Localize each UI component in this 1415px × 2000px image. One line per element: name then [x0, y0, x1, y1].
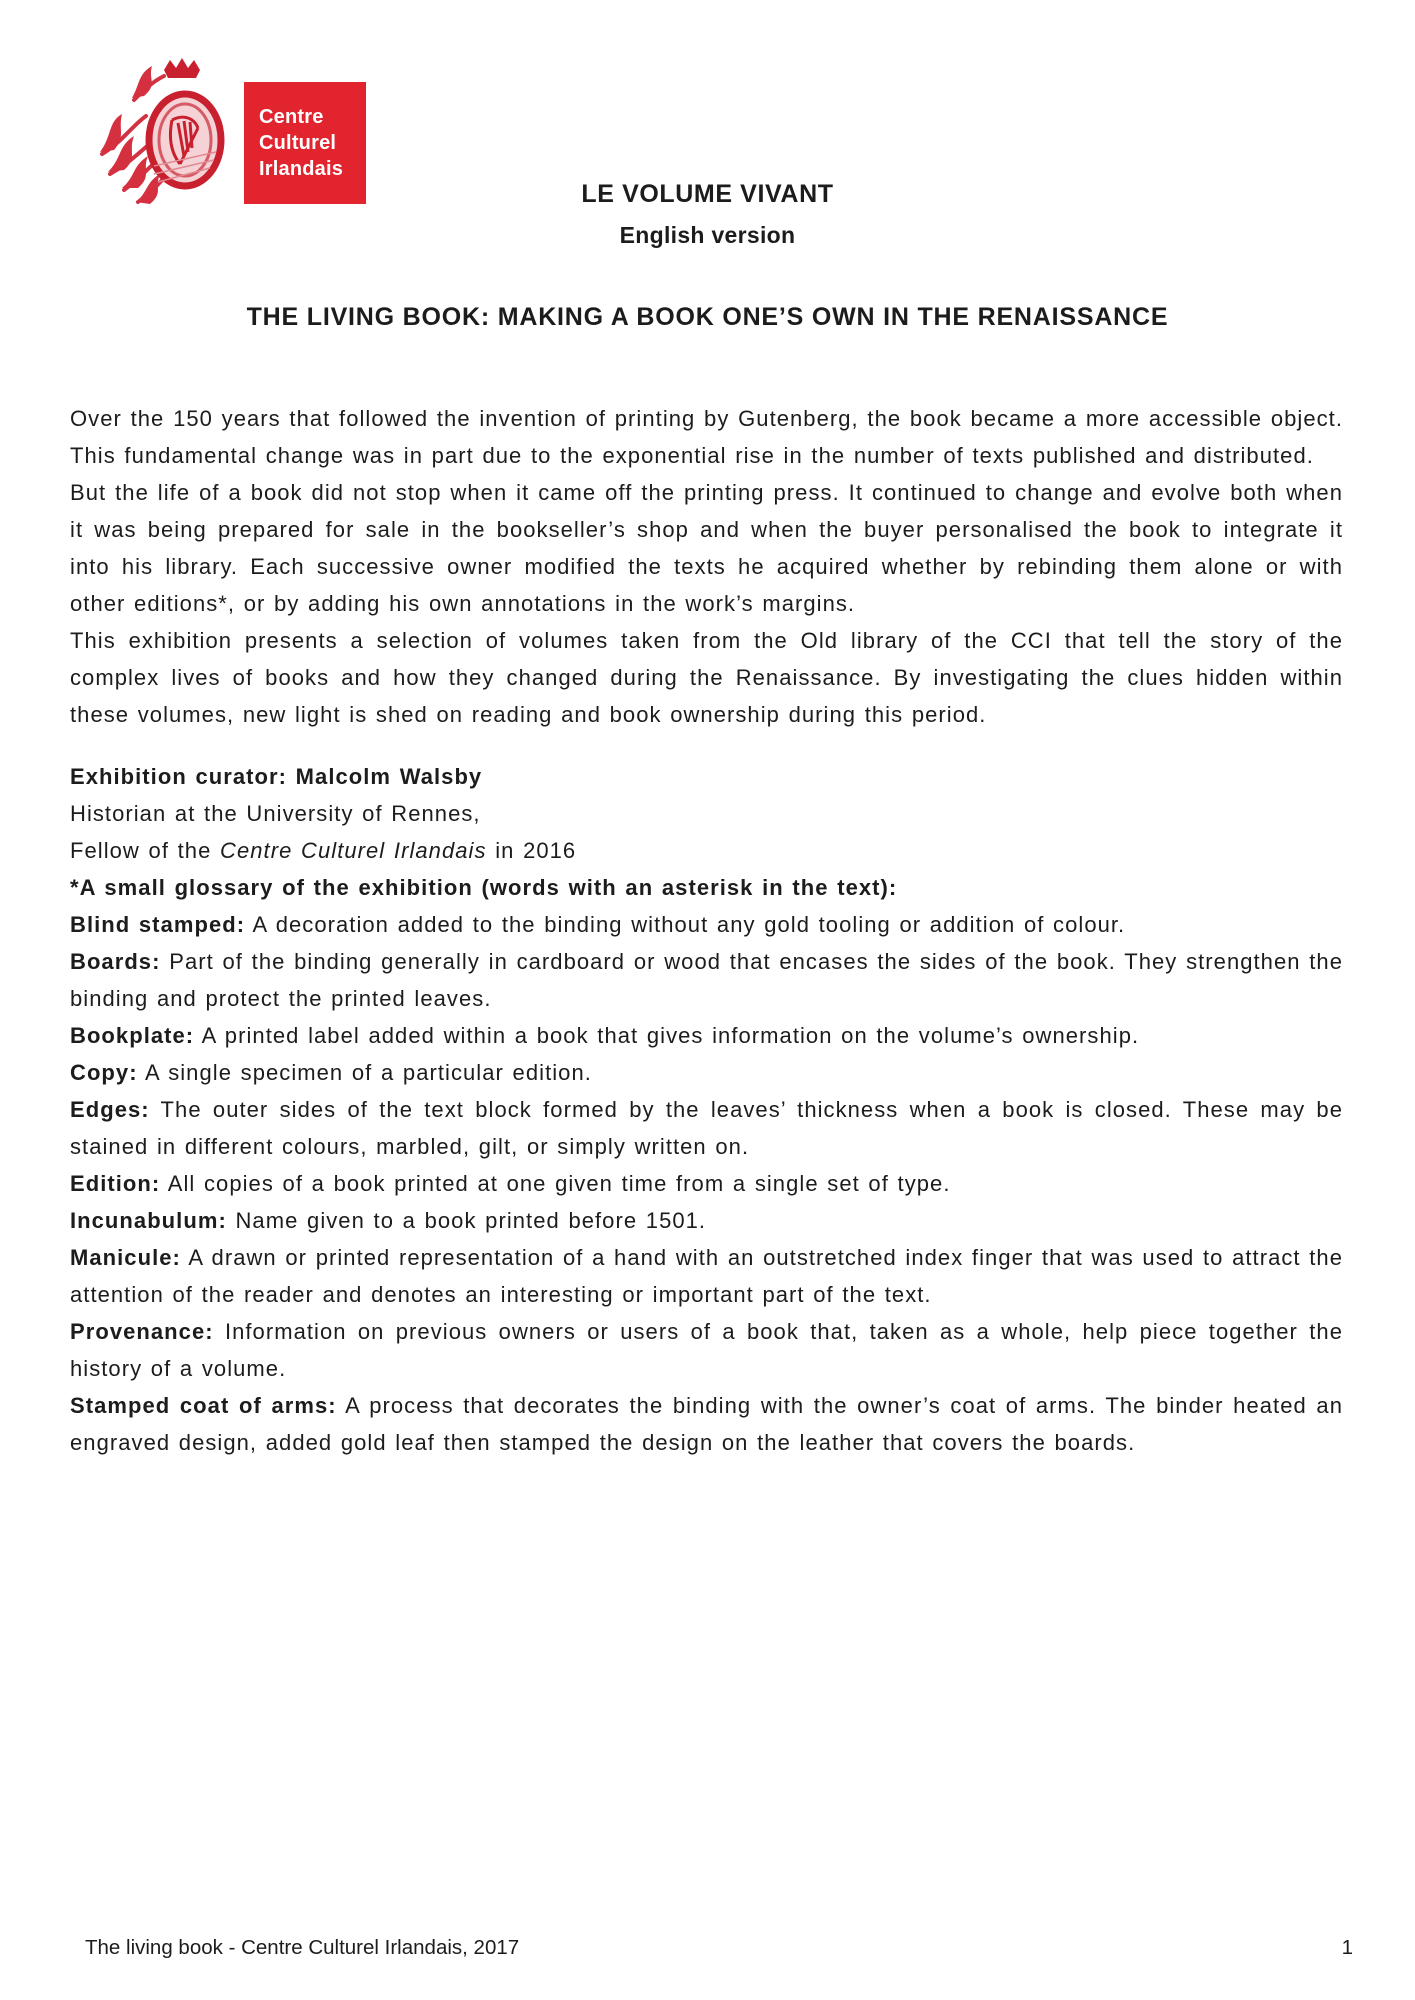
glossary-entry-copy: [70, 1054, 1343, 1091]
glossary-entry-edges: [70, 1091, 1343, 1165]
glossary-definition: Information on previous owners or users of a book that, taken as a whole, help piece together the history of a volume.: [70, 1319, 1343, 1381]
document-title: LE VOLUME VIVANT: [581, 180, 834, 208]
glossary-definition: All copies of a book printed at one given time from a single set of type.: [160, 1171, 951, 1196]
fellowship-year: in 2016: [486, 838, 577, 863]
document-subtitle: English version: [619, 222, 796, 248]
glossary-heading: *A small glossary of the exhibition (words with an asterisk in the text):: [70, 875, 898, 900]
curator-section: [70, 758, 1343, 869]
glossary-definition: Name given to a book printed before 1501.: [226, 1208, 707, 1233]
glossary-term: Provenance:: [70, 1319, 214, 1344]
footer-text: The living book - Centre Culturel Irlandais, 2017: [85, 1936, 520, 1959]
intro-paragraph-2: But the life of a book did not stop when it came off the printing press. It continued to change and evolve both when it was being prepared for sale in the bookseller’s shop and when the buyer personalised the book to integrate it into his library. Each successive owner modified the texts he acquired whether by rebinding them alone or with other editions*, or by adding his own annotations in the work’s margins.: [70, 480, 1343, 616]
glossary-entry-stamped-coat-of-arms: [70, 1387, 1343, 1461]
glossary-definition: A drawn or printed representation of a hand with an outstretched index finger that was used to attract the attention of the reader and denotes an interesting or important part of the text.: [70, 1245, 1343, 1307]
exhibition-heading: THE LIVING BOOK: MAKING A BOOK ONE’S OWN IN THE RENAISSANCE: [246, 303, 1169, 331]
glossary-term: Incunabulum:: [70, 1208, 227, 1233]
glossary-term: Blind stamped:: [70, 912, 246, 937]
glossary-term: Edition:: [70, 1171, 161, 1196]
page-footer: [85, 1936, 1353, 1960]
glossary-term: Stamped coat of arms:: [70, 1393, 337, 1418]
logo-org-line: Centre: [259, 106, 324, 128]
glossary-entry-boards: [70, 943, 1343, 1017]
document-body: [70, 400, 1343, 1461]
glossary-definition: Part of the binding generally in cardboard or wood that encases the sides of the book. They strengthen the binding and protect the printed leaves.: [70, 949, 1343, 1011]
glossary-definition: A printed label added within a book that gives information on the volume’s ownership.: [194, 1023, 1140, 1048]
page-number: 1: [1341, 1936, 1353, 1959]
glossary-entry-provenance: [70, 1313, 1343, 1387]
glossary-entry-bookplate: [70, 1017, 1343, 1054]
glossary-term: Manicule:: [70, 1245, 181, 1270]
glossary-term: Bookplate:: [70, 1023, 195, 1048]
glossary-entry-manicule: [70, 1239, 1343, 1313]
glossary-entry-edition: [70, 1165, 1343, 1202]
curator-role-line: Historian at the University of Rennes,: [70, 801, 481, 826]
intro-paragraph-1: Over the 150 years that followed the invention of printing by Gutenberg, the book became a more accessible object. This fundamental change was in part due to the exponential rise in the number of texts published and distributed.: [70, 406, 1343, 468]
glossary-entry-incunabulum: [70, 1202, 1343, 1239]
glossary-definition: A single specimen of a particular edition.: [137, 1060, 592, 1085]
glossary-entry-blind-stamped: [70, 906, 1343, 943]
fellowship-org-italic: Centre Culturel Irlandais: [220, 838, 487, 863]
glossary-definition: The outer sides of the text block formed by the leaves’ thickness when a book is closed. These may be stained in different colours, marbled, gilt, or simply written on.: [70, 1097, 1343, 1159]
logo-org-line: Irlandais: [259, 158, 344, 180]
intro-paragraph-3: This exhibition presents a selection of volumes taken from the Old library of the CCI that tell the story of the complex lives of books and how they changed during the Renaissance. By investigating the clues hidden within these volumes, new light is shed on reading and book ownership during this period.: [70, 628, 1343, 727]
glossary-term: Edges:: [70, 1097, 150, 1122]
glossary-definition: A process that decorates the binding with the owner’s coat of arms. The binder heated an engraved design, added gold leaf then stamped the design on the leather that covers the boards.: [70, 1393, 1343, 1455]
glossary-term: Boards:: [70, 949, 161, 974]
glossary-definition: A decoration added to the binding without any gold tooling or addition of colour.: [245, 912, 1126, 937]
glossary-term: Copy:: [70, 1060, 138, 1085]
logo-org-line: Culturel: [259, 132, 337, 154]
curator-name-line: Exhibition curator: Malcolm Walsby: [70, 764, 483, 789]
fellowship-text: Fellow of the: [70, 838, 221, 863]
curator-fellowship-line: [70, 832, 1343, 869]
